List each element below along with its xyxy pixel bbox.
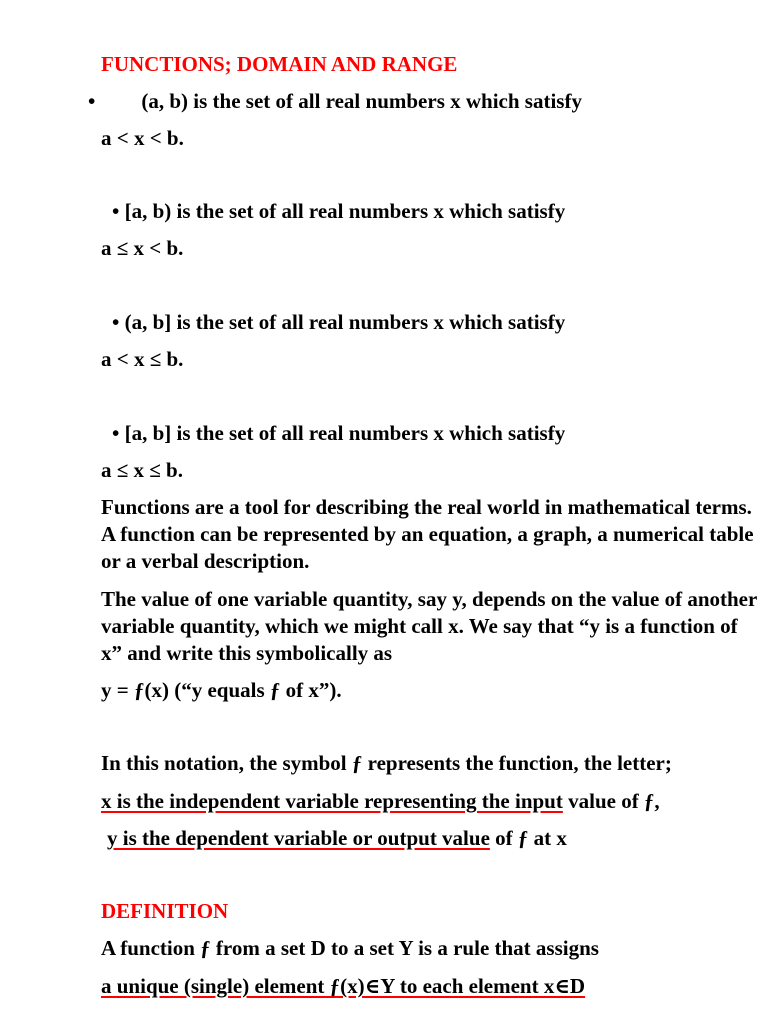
bullet-icon: •	[112, 310, 120, 334]
dependent-variable-underlined: y is the dependent variable or output value	[107, 826, 490, 850]
paragraph-functions-intro: Functions are a tool for describing the real world in mathematical terms. A function can be represented by an equation, a graph, a numerical table or a verbal description.	[101, 495, 754, 573]
notation-intro: In this notation, the symbol ƒ represents the function, the letter;	[101, 751, 672, 775]
interval-item	[112, 420, 565, 446]
interval-item	[112, 309, 565, 335]
bullet-icon: •	[88, 89, 96, 113]
independent-variable-line	[101, 788, 660, 814]
independent-variable-underlined: x is the independent variable representing the input	[101, 789, 563, 813]
definition-line-2-underlined: a unique (single) element ƒ(x)∈Y to each element x∈D	[101, 974, 586, 998]
dependent-variable-line	[107, 825, 567, 851]
interval-item	[88, 88, 582, 114]
interval-condition: a < x ≤ b.	[101, 347, 184, 371]
bullet-icon: •	[112, 199, 120, 223]
independent-variable-rest: value of ƒ,	[562, 789, 660, 813]
page-title: FUNCTIONS; DOMAIN AND RANGE	[101, 52, 458, 76]
interval-text: [a, b) is the set of all real numbers x which satisfy	[124, 199, 566, 223]
paragraph-variable-dependence: The value of one variable quantity, say y, depends on the value of another variable quantity, which we might call x. We say that “y is a function of x” and write this symbolically as	[101, 587, 757, 665]
bullet-icon: •	[112, 421, 120, 445]
dependent-variable-rest: of ƒ at x	[489, 826, 567, 850]
interval-item	[112, 198, 565, 224]
interval-condition: a < x < b.	[101, 126, 184, 150]
interval-text: [a, b] is the set of all real numbers x which satisfy	[124, 421, 566, 445]
definition-line-1: A function ƒ from a set D to a set Y is a rule that assigns	[101, 936, 599, 960]
interval-condition: a ≤ x ≤ b.	[101, 458, 183, 482]
interval-condition: a ≤ x < b.	[101, 236, 184, 260]
notation-line: y = ƒ(x) (“y equals ƒ of x”).	[101, 678, 342, 702]
definition-line-2	[101, 973, 585, 999]
interval-text: (a, b) is the set of all real numbers x which satisfy	[141, 89, 582, 113]
definition-heading: DEFINITION	[101, 899, 229, 923]
interval-text: (a, b] is the set of all real numbers x which satisfy	[124, 310, 566, 334]
